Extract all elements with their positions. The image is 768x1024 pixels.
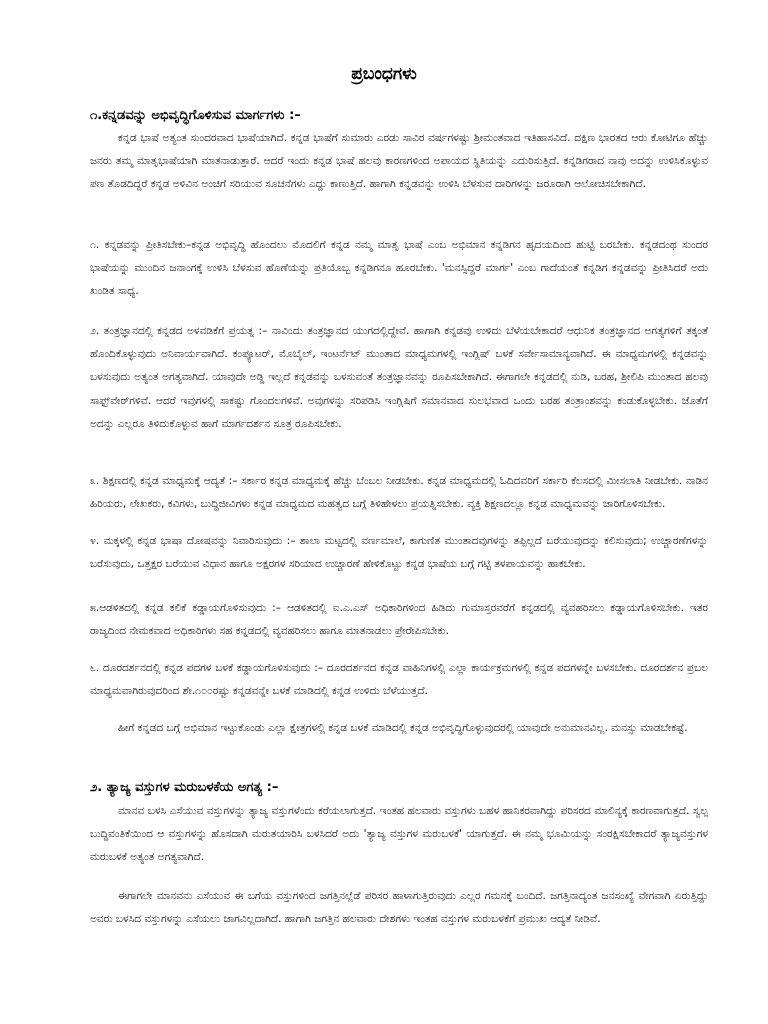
paragraph: ಹೀಗೆ ಕನ್ನಡದ ಬಗ್ಗೆ ಅಭಿಮಾನ ಇಟ್ಟುಕೊಂಡು ಎಲ್ಲಾ ಕ್ಷೇತ್ರಗಳಲ್ಲಿ ಕನ್ನಡ ಬಳಕೆ ಮಾಡಿದಲ್ಲಿ ಕನ್ನಡ ಅಭಿವೃದ್ಧಿಗೊಳ್ಳುವುದರಲ್ಲಿ ಯಾವುದೇ ಅನುಮಾನವಿಲ್ಲ. ಮನಸ್ಸು ಮಾಡಬೇಕಷ್ಟೆ. (118, 722, 688, 734)
paragraph: ೫.ಆಡಳಿತದಲ್ಲಿ ಕನ್ನಡ ಕಲಿಕೆ ಕಡ್ಡಾಯಗೊಳಿಸುವುದು :– ಆಡಳಿತದಲ್ಲಿ ಐ.ಎ.ಎಸ್ ಅಧಿಕಾರಿಗಳಿಂದ ಹಿಡಿದು ಗುಮಾಸ್ತರವರೆಗೆ ಕನ್ನಡದಲ್ಲಿ ವ್ಯವಹರಿಸಲು ಕಡ್ಡಾಯಗೊಳಿಸಬೇಕು. ಇತರ ರಾಜ್ಯದಿಂದ ನೇಮಕವಾದ ಅಧಿಕಾರಿಗಳು ಸಹ ಕನ್ನಡದಲ್ಲಿ ವ್ಯವಹರಿಸಲು ಹಾಗೂ ಮಾತನಾಡಲು ಪ್ರೇರೇಪಿಸಬೇಕು. (90, 602, 708, 638)
paragraph: ೩. ಶಿಕ್ಷಣದಲ್ಲಿ ಕನ್ನಡ ಮಾಧ್ಯಮಕ್ಕೆ ಆದ್ಯತೆ :– ಸರ್ಕಾರ ಕನ್ನಡ ಮಾಧ್ಯಮಕ್ಕೆ ಹೆಚ್ಚು ಬೆಂಬಲ ನೀಡಬೇಕು. ಕನ್ನಡ ಮಾಧ್ಯಮದಲ್ಲಿ ಓದಿದವರಿಗೆ ಸರ್ಕಾರಿ ಕೆಲಸದಲ್ಲಿ ಮೀಸಲಾತಿ ನೀಡಬೇಕು. ನಾಡಿನ ಹಿರಿಯರು, ಲೇಖಕರು, ಕವಿಗಳು, ಬುದ್ಧಿಜೀವಿಗಳು ಕನ್ನಡ ಮಾಧ್ಯಮದ ಮಹತ್ವದ ಬಗ್ಗೆ ತಿಳಿಹೇಳಲು ಪ್ರಯತ್ನಿಸಬೇಕು. ವ್ಯಕ್ತಿ ಶಿಕ್ಷಣದಲ್ಲೂ ಕನ್ನಡ ಮಾಧ್ಯಮವನ್ನು ಜಾರಿಗೊಳಿಸಬೇಕು. (90, 475, 708, 511)
paragraph: ೪. ಮಕ್ಕಳಲ್ಲಿ ಕನ್ನಡ ಭಾಷಾ ದೋಷವನ್ನು ನಿವಾರಿಸುವುದು :– ಶಾಲಾ ಮಟ್ಟದಲ್ಲಿ ವರ್ಣಮಾಲೆ, ಕಾಗುಣಿತ ಮುಂತಾದವುಗಳನ್ನು ತಪ್ಪಿಲ್ಲದೆ ಬರೆಯುವುದನ್ನು ಕಲಿಸುವುದು; ಉಚ್ಚಾರಣೆಗಳನ್ನು ಬರೆಸುವುದು, ಒತ್ತಕ್ಷರ ಬರೆಯುವ ವಿಧಾನ ಹಾಗೂ ಅಕ್ಷರಗಳ ಸರಿಯಾದ ಉಚ್ಚಾರಣೆ ಹೇಳಿಕೊಟ್ಟು ಕನ್ನಡ ಭಾಷೆಯ ಬಗ್ಗೆ ಗಟ್ಟಿ ತಳಪಾಯವನ್ನು ಹಾಕಬೇಕು. (90, 535, 708, 571)
paragraph: ಕನ್ನಡ ಭಾಷೆ ಅತ್ಯಂತ ಸುಂದರವಾದ ಭಾಷೆಯಾಗಿದೆ. ಕನ್ನಡ ಭಾಷೆಗೆ ಸುಮಾರು ಎರಡು ಸಾವಿರ ವರ್ಷಗಳಷ್ಟು ಶ್ರೀಮಂತವಾದ ಇತಿಹಾಸವಿದೆ. ದಕ್ಷಿಣ ಭಾರತದ ಆರು ಕೋಟಿಗೂ ಹೆಚ್ಚು ಜನರು ತಮ್ಮ ಮಾತೃಭಾಷೆಯಾಗಿ ಮಾತನಾಡುತ್ತಾರೆ. ಆದರೆ ಇಂದು ಕನ್ನಡ ಭಾಷೆ ಹಲವು ಕಾರಣಗಳಿಂದ ಅಪಾಯದ ಸ್ಥಿತಿಯನ್ನು ಎದುರಿಸುತ್ತಿದೆ. ಕನ್ನಡಿಗರಾದ ನಾವು ಅದನ್ನು ಉಳಿಸಿಕೊಳ್ಳುವ ಪಣ ತೊಡದಿದ್ದರೆ ಕನ್ನಡ ಅಳಿವಿನ ಅಂಚಿಗೆ ಸರಿಯುವ ಸೂಚನೆಗಳು ಎದ್ದು ಕಾಣುತ್ತಿದೆ. ಹಾಗಾಗಿ ಕನ್ನಡವನ್ನು ಉಳಿಸಿ ಬೆಳಸುವ ದಾರಿಗಳನ್ನು ಜರೂರಾಗಿ ಆಲೋಚಿಸಬೇಕಾಗಿದೆ. (90, 132, 708, 191)
paragraph: ೧. ಕನ್ನಡವನ್ನು ಪ್ರೀತಿಸಬೇಕು–ಕನ್ನಡ ಅಭಿವೃದ್ಧಿ ಹೊಂದಲು ಮೊದಲಿಗೆ ಕನ್ನಡ ನಮ್ಮ ಮಾತೃ ಭಾಷೆ ಎಂಬ ಅಭಿಮಾನ ಕನ್ನಡಿಗನ ಹೃದಯದಿಂದ ಹುಟ್ಟಿ ಬರಬೇಕು. ಕನ್ನಡದಂಥ ಸುಂದರ ಭಾಷೆಯನ್ನು ಮುಂದಿನ ಜನಾಂಗಕ್ಕೆ ಉಳಿಸಿ ಬೆಳಸುವ ಹೊಣೆಯನ್ನು ಪ್ರತಿಯೊಬ್ಬ ಕನ್ನಡಿಗನೂ ಹೂರಬೇಕು. 'ಮನಸ್ಸಿದ್ದರೆ ಮಾರ್ಗ' ಎಂಬ ಗಾದೆಯಂತೆ ಕನ್ನಡಿಗ ಕನ್ನಡವನ್ನು ಪ್ರೀತಿಸಿದರೆ ಅದು ಖಂಡಿತ ಸಾಧ್ಯ. (90, 239, 708, 298)
section-heading-2: ೨. ತ್ಯಾಜ್ಯ ವಸ್ತುಗಳ ಮರುಬಳಕೆಯ ಅಗತ್ಯ :– (90, 780, 279, 795)
page-title: ಪ್ರಬಂಧಗಳು (351, 64, 417, 84)
paragraph: ಮಾನವ ಬಳಸಿ ಎಸೆಯುವ ವಸ್ತುಗಳನ್ನು ತ್ಯಾಜ್ಯ ವಸ್ತುಗಳೆಂದು ಕರೆಯಲಾಗುತ್ತದೆ. ಇಂತಹ ಹಲವಾರು ವಸ್ತುಗಳು ಬಹಳ ಹಾನಿಕರವಾಗಿದ್ದು ಪರಿಸರದ ಮಾಲಿನ್ಯಕ್ಕೆ ಕಾರಣವಾಗುತ್ತದೆ. ಸ್ವಲ್ಪ ಬುದ್ಧಿವಂತಿಕೆಯಿಂದ ಆ ವಸ್ತುಗಳನ್ನು ಹೊಸದಾಗಿ ಮರುತಯಾರಿಸಿ ಬಳಸಿದರೆ ಅದು 'ತ್ಯಾಜ್ಯ ವಸ್ತುಗಳ ಮರುಬಳಕೆ' ಯಾಗುತ್ತದೆ. ಈ ನಮ್ಮ ಭೂಮಿಯನ್ನು ಸಂರಕ್ಷಿಸಬೇಕಾದರೆ ತ್ಯಾಜ್ಯವಸ್ತುಗಳ ಮರುಬಳಕೆ ಅತ್ಯಂತ ಅಗತ್ಯವಾಗಿದೆ. (90, 805, 708, 864)
paragraph: ಈಗಾಗಲೇ ಮಾನವನು ಎಸೆಯುವ ಈ ಬಗೆಯ ವಸ್ತುಗಳಿಂದ ಜಗತ್ತಿನಲ್ಲೆಡೆ ಪರಿಸರ ಹಾಳಾಗುತ್ತಿರುವುದು ಎಲ್ಲರ ಗಮನಕ್ಕೆ ಬಂದಿದೆ. ಜಗತ್ತಿನಾದ್ಯಂತ ಜನಸಂಖ್ಯೆ ವೇಗವಾಗಿ ಏರುತ್ತಿದ್ದು ಅವರು ಬಳಸಿದ ವಸ್ತುಗಳನ್ನು ಎಸೆಯಲು ಜಾಗವಿಲ್ಲದಾಗಿದೆ. ಹಾಗಾಗಿ ಜಗತ್ತಿನ ಹಲವಾರು ದೇಶಗಳು ಇಂತಹ ವಸ್ತುಗಳ ಮರುಬಳಕೆಗೆ ಪ್ರಮುಖ ಆದ್ಯತೆ ನೀಡಿವೆ. (90, 890, 708, 926)
paragraph: ೬. ದೂರದರ್ಶನದಲ್ಲಿ ಕನ್ನಡ ಪದಗಳ ಬಳಕೆ ಕಡ್ಡಾಯಗೊಳಿಸುವುದು :– ದೂರದರ್ಶನದ ಕನ್ನಡ ವಾಹಿನಿಗಳಲ್ಲಿ ಎಲ್ಲಾ ಕಾರ್ಯಕ್ರಮಗಳಲ್ಲಿ ಕನ್ನಡ ಪದಗಳನ್ನೇ ಬಳಸಬೇಕು. ದೂರದರ್ಶನ ಪ್ರಬಲ ಮಾಧ್ಯಮವಾಗಿರುವುದರಿಂದ ಶೇ.೧೦೦ರಷ್ಟು ಕನ್ನಡವನ್ನೇ ಬಳಕೆ ಮಾಡಿದಲ್ಲಿ ಕನ್ನಡ ಉಳಿದು ಬೆಳೆಯುತ್ತದೆ. (90, 662, 708, 698)
paragraph: ೨. ತಂತ್ರಜ್ಞಾನದಲ್ಲಿ ಕನ್ನಡದ ಅಳವಡಿಕೆಗೆ ಪ್ರಯತ್ನ :– ನಾವಿಂದು ತಂತ್ರಜ್ಞಾನದ ಯುಗದಲ್ಲಿದ್ದೇವೆ. ಹಾಗಾಗಿ ಕನ್ನಡವು ಉಳಿದು ಬೆಳೆಯಬೇಕಾದರೆ ಆಧುನಿಕ ತಂತ್ರಜ್ಞಾನದ ಅಗತ್ಯಗಳಿಗೆ ತಕ್ಕಂತೆ ಹೊಂದಿಕೊಳ್ಳುವುದು ಅನಿವಾರ್ಯವಾಗಿದೆ. ಕಂಪ್ಯೂಟರ್, ಮೊಬೈಲ್, ಇಂಟರ್ನೆಟ್ ಮುಂತಾದ ಮಾಧ್ಯಮಗಳಲ್ಲಿ ಇಂಗ್ಲಿಷ್ ಬಳಕೆ ಸರ್ವೇಸಾಮಾನ್ಯವಾಗಿದೆ. ಈ ಮಾಧ್ಯಮಗಳಲ್ಲಿ ಕನ್ನಡವನ್ನು ಬಳಸುವುದು ಅತ್ಯಂತ ಅಗತ್ಯವಾಗಿದೆ. ಯಾವುದೇ ಅಡ್ಡಿ ಇಲ್ಲದೆ ಕನ್ನಡವನ್ನು ಬಳಸುವಂತೆ ತಂತ್ರಜ್ಞಾನವನ್ನು ರೂಪಿಸಬೇಕಾಗಿದೆ. ಈಗಾಗಲೇ ಕನ್ನಡದಲ್ಲಿ ನುಡಿ, ಬರಹ, ಶ್ರೀಲಿಪಿ ಮುಂತಾದ ಹಲವು ಸಾಫ್ಟ್‌ವೇರ್‌ಗಳಿವೆ. ಆದರೆ ಇವುಗಳಲ್ಲಿ ಸಾಕಷ್ಟು ಗೊಂದಲಗಳಿವೆ. ಅವುಗಳನ್ನು ಸರಿಪಡಿಸಿ ಇಂಗ್ಲಿಷಿಗೆ ಸಮಾನವಾದ ಸುಲಭವಾದ ಒಂದು ಬರಹ ತಂತ್ರಾಂಶವನ್ನು ಕಂಡುಕೊಳ್ಳಬೇಕು. ಜೊತೆಗೆ ಅದನ್ನು ಎಲ್ಲರೂ ತಿಳಿದುಕೊಳ್ಳುವ ಹಾಗೆ ಮಾರ್ಗದರ್ಶನ ಸೂತ್ರ ರೂಪಿಸಬೇಕು. (90, 325, 708, 430)
section-heading-1: ೧.ಕನ್ನಡವನ್ನು ಅಭಿವೃದ್ಧಿಗೊಳಿಸುವ ಮಾರ್ಗಗಳು :– (90, 108, 301, 123)
